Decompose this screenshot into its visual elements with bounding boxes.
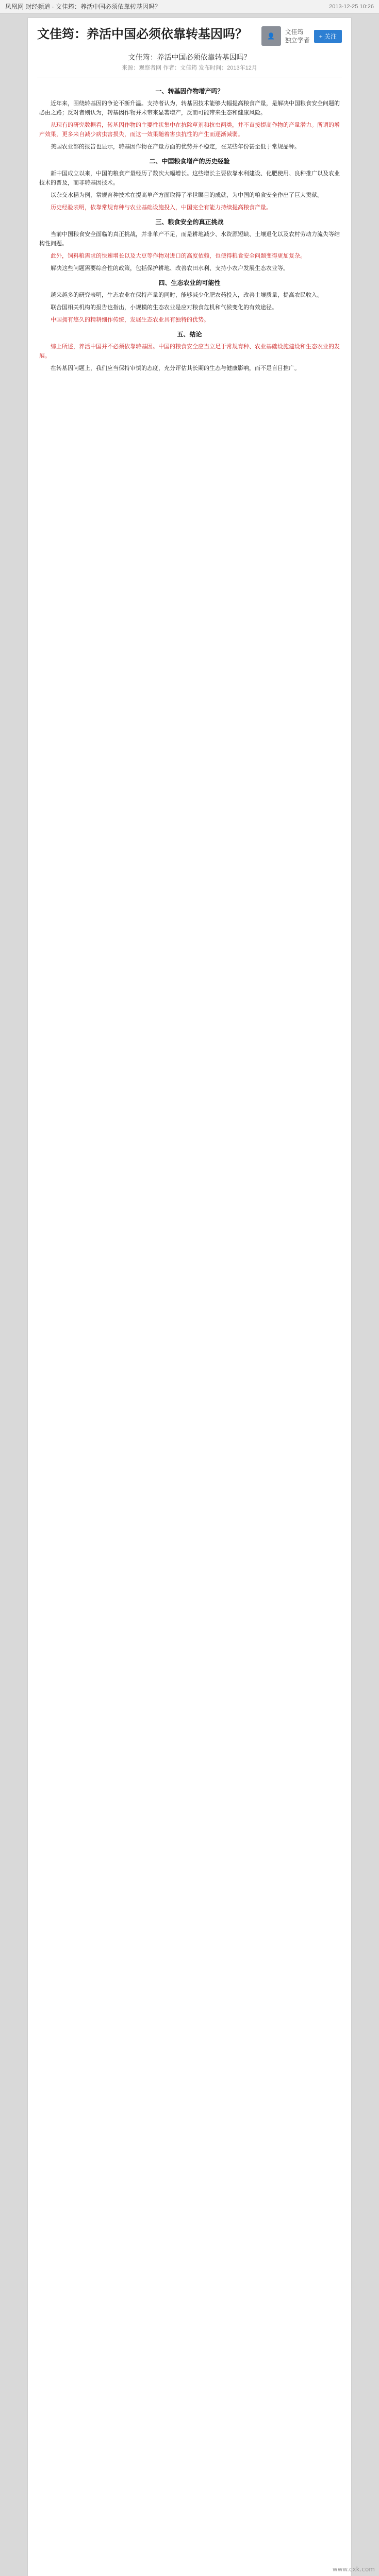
article-title: 文佳筠：养活中国必须依靠转基因吗？ (37, 28, 248, 41)
section (39, 278, 340, 325)
paragraph: 中国拥有悠久的精耕细作传统，发展生态农业具有独特的优势。 (51, 317, 209, 323)
section (39, 217, 340, 273)
section-title: 四、生态农业的可能性 (158, 279, 221, 286)
window-title: 凤凰网 财经频道 · 文佳筠：养活中国必须依靠转基因吗？ (5, 3, 161, 10)
section-title: 一、转基因作物增产吗？ (155, 88, 224, 95)
author-box (261, 26, 342, 46)
section-title: 二、中国粮食增产的历史经验 (149, 158, 230, 165)
article-subtitle: 文佳筠：养活中国必须依靠转基因吗？ (128, 53, 251, 61)
browser-topbar (0, 0, 379, 13)
article-card (27, 18, 352, 2576)
paragraph: 近年来，围绕转基因的争论不断升温。支持者认为，转基因技术能够大幅提高粮食产量，是解决中国粮食安全问题的必由之路；反对者则认为，转基因作物并未带来显著增产，反而可能带来生态和健康风险。 (39, 100, 340, 116)
section (39, 330, 340, 373)
paragraph: 美国农业部的报告也显示，转基因作物在产量方面的优势并不稳定，在某些年份甚至低于常规品种。 (51, 144, 300, 150)
article-byline: 来源：观察者网 作者：文佳筠 发布时间：2013年12月 (122, 65, 257, 71)
paragraph: 解决这些问题需要综合性的政策，包括保护耕地、改善农田水利、支持小农户发展生态农业等。 (51, 265, 289, 272)
paragraph: 综上所述，养活中国并不必须依靠转基因。中国的粮食安全应当立足于常规育种、农业基础设施建设和生态农业的发展。 (39, 344, 340, 359)
author-info (285, 28, 310, 44)
author-desc: 独立学者 (285, 37, 310, 44)
timestamp: 2013-12-25 10:26 (329, 3, 374, 10)
section (39, 87, 340, 151)
avatar[interactable] (261, 26, 281, 46)
article-header (28, 18, 351, 50)
author-name[interactable]: 文佳筠 (285, 28, 304, 36)
site-watermark: www.cxk.com (332, 2566, 375, 2573)
paragraph: 以杂交水稻为例，常规育种技术在提高单产方面取得了举世瞩目的成就，为中国的粮食安全作出了巨大贡献。 (51, 192, 323, 198)
paragraph: 此外，饲料粮需求的快速增长以及大豆等作物对进口的高度依赖，也使得粮食安全问题变得更加复杂。 (51, 253, 306, 259)
paragraph: 在转基因问题上，我们应当保持审慎的态度，充分评估其长期的生态与健康影响，而不是盲目推广。 (51, 365, 300, 371)
article-body (28, 77, 351, 386)
paragraph: 越来越多的研究表明，生态农业在保持产量的同时，能够减少化肥农药投入，改善土壤质量，提高农民收入。 (51, 292, 323, 298)
paragraph: 从现有的研究数据看，转基因作物的主要性状集中在抗除草剂和抗虫两类，并不直接提高作物的产量潜力。所谓的增产效果，更多来自减少病虫害损失，而这一效果随着害虫抗性的产生而逐渐减弱。 (39, 122, 340, 138)
paragraph: 当前中国粮食安全面临的真正挑战，并非单产不足，而是耕地减少、水资源短缺、土壤退化以及农村劳动力流失等结构性问题。 (39, 231, 340, 247)
user-icon: 👤 (267, 32, 275, 40)
paragraph: 联合国相关机构的报告也指出，小规模的生态农业是应对粮食危机和气候变化的有效途径。 (51, 304, 277, 311)
paragraph: 历史经验表明，依靠常规育种与农业基础设施投入，中国完全有能力持续提高粮食产量。 (51, 205, 272, 211)
section (39, 157, 340, 212)
section-title: 五、结论 (177, 331, 202, 338)
paragraph: 新中国成立以来，中国的粮食产量经历了数次大幅增长。这些增长主要依靠水利建设、化肥使用、良种推广以及农业技术的普及，而非转基因技术。 (39, 171, 340, 186)
follow-button[interactable]: + 关注 (314, 30, 342, 43)
section-title: 三、粮食安全的真正挑战 (155, 218, 224, 226)
